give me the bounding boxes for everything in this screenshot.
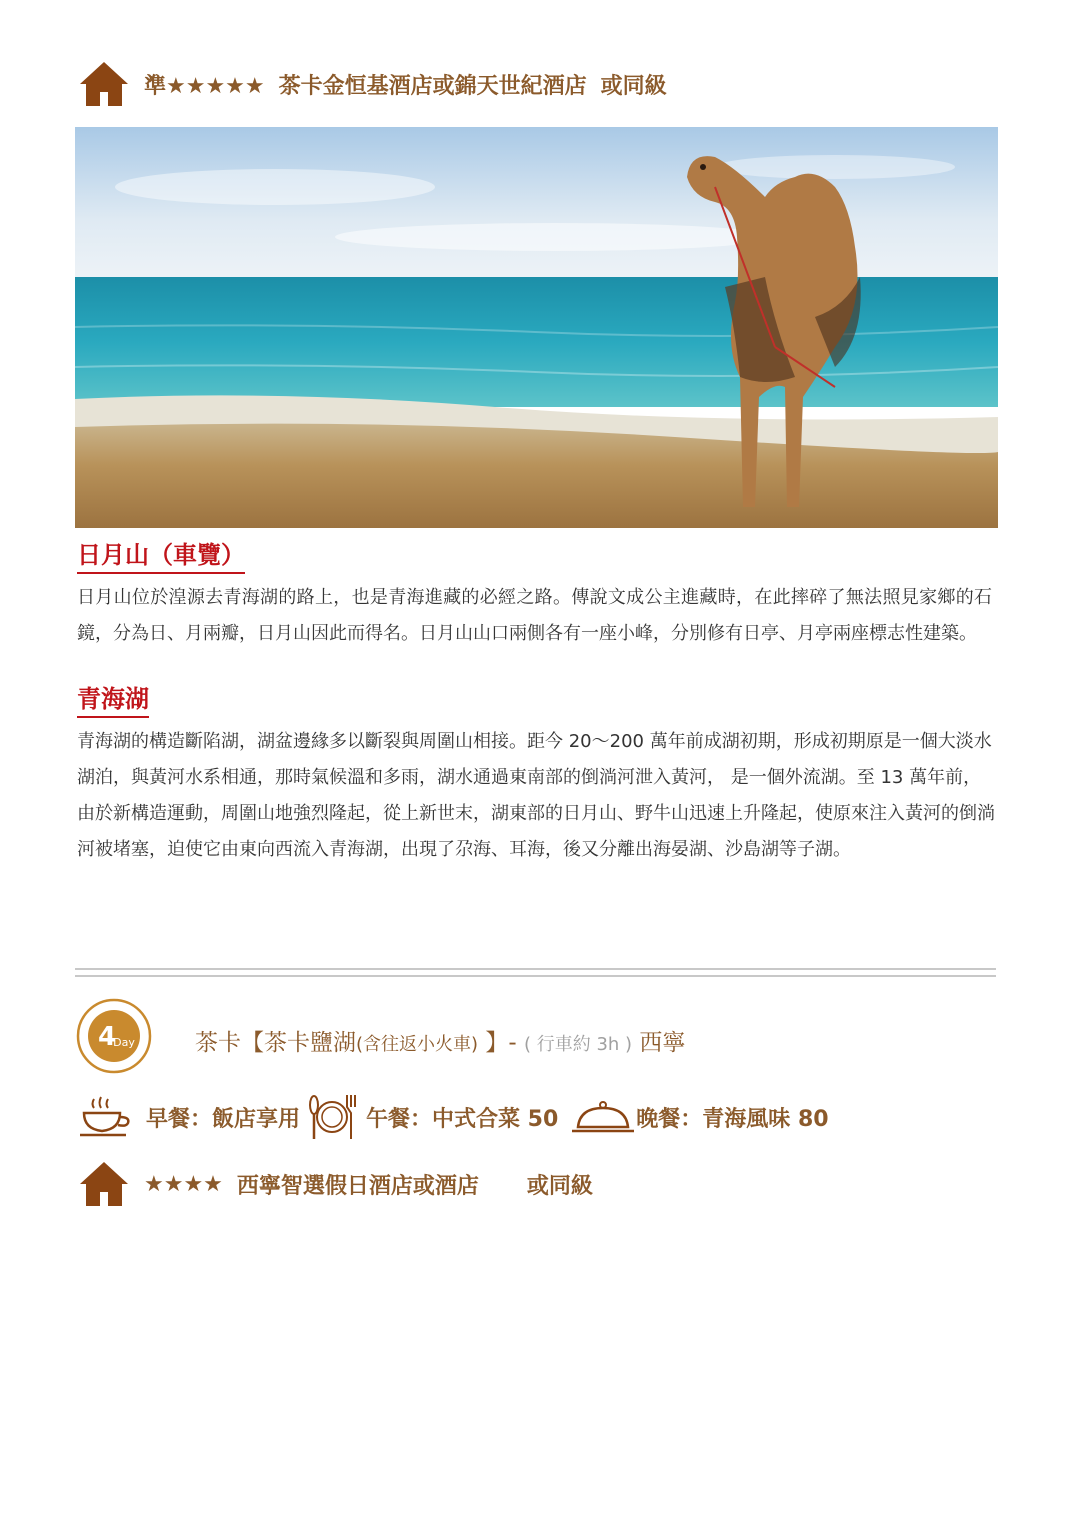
hotel-name: 西寧智選假日酒店或酒店	[236, 1173, 479, 1199]
coffee-cup-icon	[78, 1095, 134, 1139]
route-note: (含往返小火車)	[356, 1034, 479, 1055]
hotel-name: 茶卡金恒基酒店或錦天世紀酒店	[278, 73, 587, 99]
camel-lake-photo	[75, 127, 998, 528]
section-title-riyue-mountain: 日月山（車覽）	[77, 542, 245, 574]
route-end: 西寧	[639, 1030, 686, 1056]
hotel-stars: 準★★★★★	[144, 73, 265, 99]
day-badge	[76, 998, 152, 1074]
section-divider	[75, 968, 996, 977]
meals-line	[78, 1092, 829, 1142]
day-badge-number: 4	[97, 1022, 117, 1052]
house-icon	[78, 1160, 130, 1208]
day-route	[195, 1024, 685, 1057]
house-icon	[78, 60, 130, 108]
section-text-qinghai-lake: 青海湖的構造斷陷湖，湖盆邊緣多以斷裂與周圍山相接。距今 20～200 萬年前成湖初期，形成初期原是一個大淡水湖泊，與黃河水系相通，那時氣候溫和多雨，湖水通過東南部的倒淌河泄入黃河， 是一個外流湖。至 13 萬年前，由於新構造運動，周圍山地強烈隆起，從上新世末，湖東部的日月山、野牛山迅速上升隆起，使原來注入黃河的倒淌河被堵塞，迫使它由東向西流入青海湖，出現了尕海、耳海，後又分離出海晏湖、沙島湖等子湖。	[77, 731, 995, 860]
day-badge-word: Day	[113, 1036, 135, 1049]
plate-cutlery-icon	[304, 1093, 360, 1141]
hotel-line-2	[78, 1160, 593, 1208]
section-title-qinghai-lake: 青海湖	[77, 686, 149, 718]
hotel-suffix: 或同級	[526, 1173, 593, 1199]
hotel-line-1	[78, 60, 667, 108]
route-bracket: 】-	[485, 1030, 517, 1056]
route-start: 茶卡【茶卡鹽湖	[195, 1030, 356, 1056]
cloche-icon	[570, 1097, 636, 1137]
breakfast-text: 早餐：飯店享用	[146, 1106, 301, 1132]
route-time: ( 行車約 3h )	[523, 1034, 633, 1055]
dinner-text: 晚餐：青海風味 80	[636, 1106, 829, 1132]
hotel-stars: ★★★★	[144, 1171, 223, 1197]
lunch-text: 午餐：中式合菜 50	[366, 1106, 559, 1132]
hotel-suffix: 或同級	[600, 73, 667, 99]
section-text-riyue-mountain: 日月山位於湟源去青海湖的路上，也是青海進藏的必經之路。傳說文成公主進藏時，在此摔碎了無法照見家鄉的石鏡，分為日、月兩瓣，日月山因此而得名。日月山山口兩側各有一座小峰，分別修有日亭、月亭兩座標志性建築。	[77, 587, 992, 644]
